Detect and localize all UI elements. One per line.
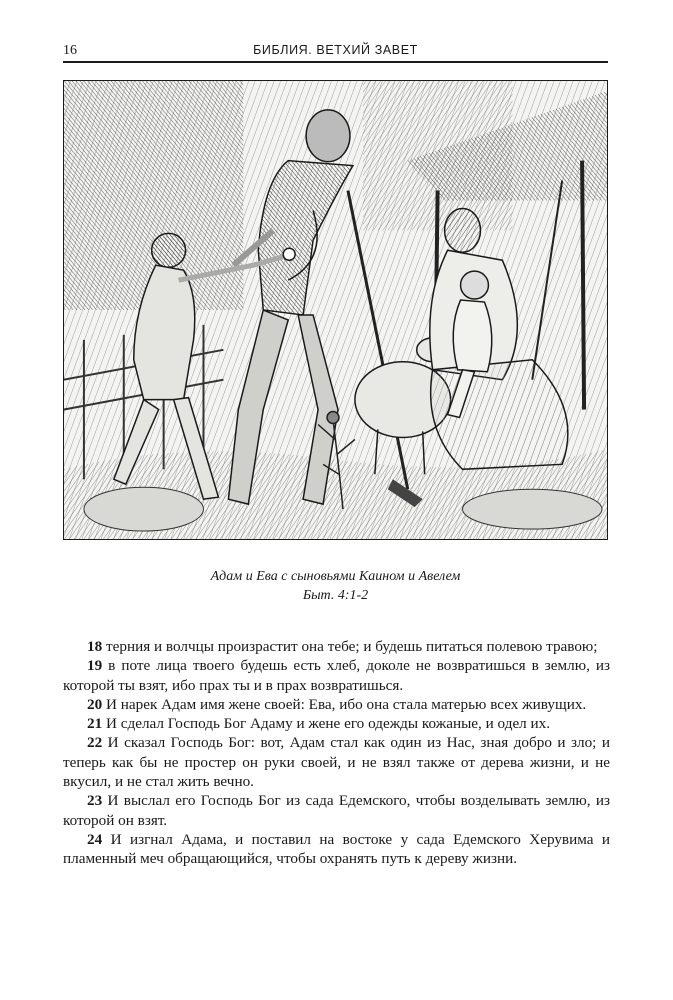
verse-text: И нарек Адам имя жене своей: Ева, ибо она стала матерью всех живущих. xyxy=(102,695,587,713)
engraving-image xyxy=(63,80,608,540)
caption-reference: Быт. 4:1-2 xyxy=(302,588,369,603)
verse-number: 20 xyxy=(87,695,103,713)
verse-text: И сделал Господь Бог Адаму и жене его одежды кожаные, и одел их. xyxy=(102,715,551,733)
page-number: 16 xyxy=(63,43,77,58)
verse-text: И сказал Господь Бог: вот, Адам стал как один из Нас, зная добро и зло; и теперь как бы не простер он руки своей, и не взял также от дерева жизни, и не вкусил, и не стал жить вечно. xyxy=(63,734,610,791)
verse-18 xyxy=(63,637,610,656)
scripture-text xyxy=(63,637,610,869)
page-header xyxy=(63,41,608,63)
verse-text: в поте лица твоего будешь есть хлеб, доколе не возвратишься в землю, из которой ты взят, ибо прах ты и в прах возвратишься. xyxy=(63,657,610,694)
verse-19 xyxy=(63,656,610,695)
verse-number: 24 xyxy=(87,830,103,848)
verse-21 xyxy=(63,714,610,733)
verse-number: 21 xyxy=(87,715,103,733)
running-title: БИБЛИЯ. ВЕТХИЙ ЗАВЕТ xyxy=(253,43,418,57)
verse-23 xyxy=(63,791,610,830)
verse-number: 22 xyxy=(87,734,103,752)
illustration-caption xyxy=(63,567,608,605)
verse-text: терния и волчцы произрастит она тебе; и будешь питаться полевою травою; xyxy=(102,638,598,655)
verse-20 xyxy=(63,695,610,714)
engraving-drawing xyxy=(64,81,607,539)
verse-number: 19 xyxy=(87,657,103,675)
verse-text: И изгнал Адама, и поставил на востоке у сада Едемского Херувима и пламенный меч обращающийся, чтобы охранять путь к дереву жизни. xyxy=(63,830,610,868)
verse-text: И выслал его Господь Бог из сада Едемского, чтобы возделывать землю, из которой он взят. xyxy=(63,792,610,829)
caption-title: Адам и Ева с сыновьями Каином и Авелем xyxy=(210,569,461,584)
verse-24 xyxy=(63,830,610,869)
verse-number: 23 xyxy=(87,792,103,810)
verse-22 xyxy=(63,733,610,791)
verse-number: 18 xyxy=(87,638,103,655)
